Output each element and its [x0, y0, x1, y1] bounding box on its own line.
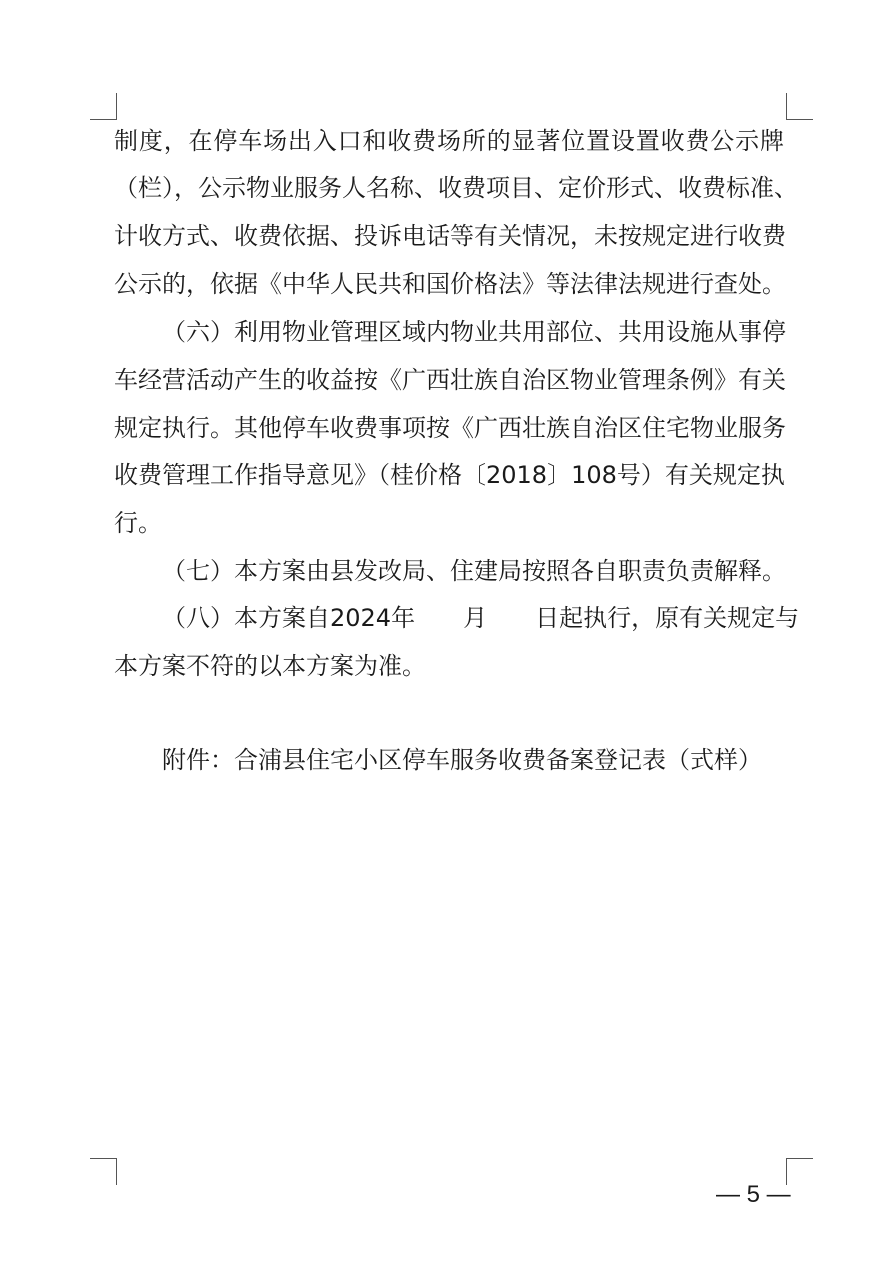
paragraph-line: （八）本方案自2024年 月 日起执行，原有关规定与 — [162, 604, 800, 632]
attachment-line: 附件：合浦县住宅小区停车服务收费备案登记表（式样） — [162, 746, 762, 774]
page-number: — 5 — — [716, 1181, 791, 1208]
paragraph-line: （栏），公示物业服务人名称、收费项目、定价形式、收费标准、 — [114, 174, 798, 202]
paragraph-line: 公示的，依据《中华人民共和国价格法》等法律法规进行查处。 — [114, 270, 786, 298]
paragraph-line: 规定执行。其他停车收费事项按《广西壮族自治区住宅物业服务 — [114, 414, 786, 442]
paragraph-line: （七）本方案由县发改局、住建局按照各自职责负责解释。 — [162, 557, 786, 585]
paragraph-line: 收费管理工作指导意见》（桂价格〔2018〕108号）有关规定执 — [114, 461, 785, 489]
paragraph-line: 制度，在停车场出入口和收费场所的显著位置设置收费公示牌 — [114, 127, 784, 155]
crop-mark-top-right — [786, 93, 813, 120]
paragraph-line: 计收方式、收费依据、投诉电话等有关情况，未按规定进行收费 — [114, 222, 786, 250]
paragraph-line: 本方案不符的以本方案为准。 — [114, 652, 426, 680]
crop-mark-top-left — [90, 93, 117, 120]
paragraph-line: （六）利用物业管理区域内物业共用部位、共用设施从事停 — [162, 318, 786, 346]
paragraph-line: 行。 — [114, 509, 162, 537]
paragraph-line: 车经营活动产生的收益按《广西壮族自治区物业管理条例》有关 — [114, 366, 786, 394]
crop-mark-bottom-left — [90, 1158, 117, 1185]
